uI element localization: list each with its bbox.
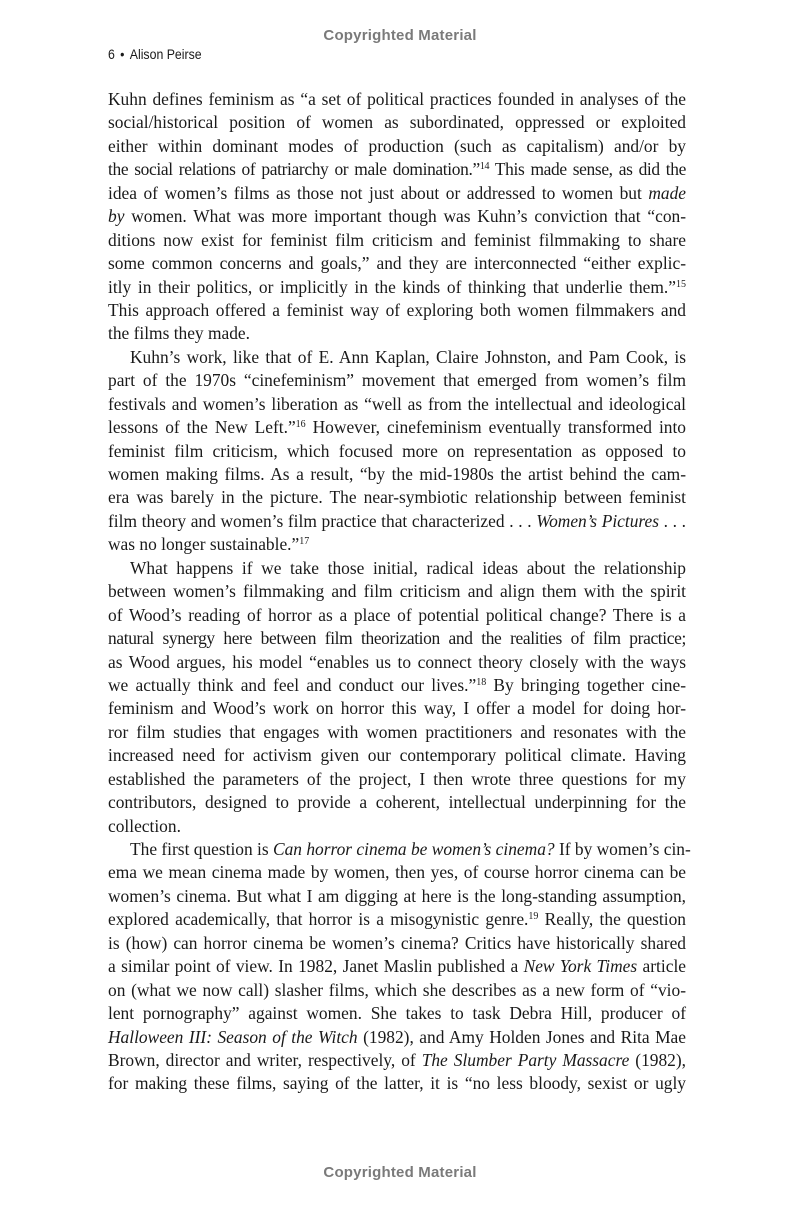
text-line — [108, 463, 686, 486]
text-line — [108, 838, 691, 861]
text-line — [108, 393, 686, 416]
text-run: on (what we now call) slasher films, which she describes as a new form of “vio- — [108, 979, 686, 1000]
text-run: women’s cinema. But what I am digging at here is the long-standing assumption, — [108, 885, 686, 906]
footnote-ref: 17 — [299, 536, 310, 548]
text-run: ema we mean cinema made by women, then yes, of course horror cinema can be — [108, 862, 686, 883]
text-run: part of the 1970s “cinefeminism” movement that emerged from women’s film — [108, 370, 686, 391]
text-run: the social relations of patriarchy or male domination.” — [108, 159, 480, 180]
text-line — [108, 627, 686, 650]
text-run: (1982), and Amy Holden Jones and Rita Mae — [357, 1026, 686, 1047]
text-run: natural synergy here between film theorization and the realities of film practice; — [108, 628, 686, 649]
text-run: contributors, designed to provide a coherent, intellectual underpinning for the — [108, 792, 686, 813]
text-line — [108, 979, 686, 1002]
text-run: Really, the question — [538, 909, 686, 930]
text-line — [108, 1002, 686, 1025]
running-head — [108, 46, 202, 62]
text-line — [108, 651, 686, 674]
text-line — [108, 533, 686, 556]
text-run: for making these films, saying of the latter, it is “no less bloody, sexist or ugly — [108, 1073, 686, 1094]
copyright-watermark-top: Copyrighted Material — [323, 27, 477, 44]
text-run: established the parameters of the project, I then wrote three questions for my — [108, 768, 686, 789]
page-number: 6 — [108, 46, 115, 62]
text-line — [108, 557, 686, 580]
text-run: feminism and Wood’s work on horror this way, I offer a model for doing hor- — [108, 698, 686, 719]
author-name: Alison Peirse — [129, 46, 202, 62]
text-run: By bringing together cine- — [486, 674, 686, 695]
text-line — [108, 674, 686, 697]
footnote-ref: 15 — [676, 278, 686, 290]
text-run: However, cinefeminism eventually transformed into — [305, 417, 686, 438]
text-line — [108, 158, 686, 181]
text-line — [108, 791, 686, 814]
text-run: increased need for activism given our contemporary political climate. Having — [108, 745, 686, 766]
italic-title: Halloween III: Season of the Witch — [108, 1026, 358, 1047]
text-run: itly in their politics, or implicitly in the kinds of thinking that underlie them.” — [108, 276, 676, 297]
text-run: women making films. As a result, “by the mid-1980s the artist behind the cam- — [108, 464, 686, 484]
text-line — [108, 744, 686, 767]
text-run: festivals and women’s liberation as “well as from the intellectual and ideological — [108, 393, 686, 414]
italic-title: by — [108, 206, 125, 227]
paragraph — [108, 557, 686, 838]
text-line — [108, 768, 686, 791]
footnote-ref: 16 — [295, 419, 306, 431]
italic-title: New York Times — [523, 956, 638, 977]
text-run: a similar point of view. In 1982, Janet Maslin published a — [108, 956, 524, 977]
text-run: of Wood’s reading of horror as a place of potential political change? There is a — [108, 604, 686, 625]
text-line — [108, 861, 686, 884]
italic-title: Can horror cinema be women’s cinema? — [272, 839, 555, 859]
text-run: What happens if we take those initial, radical ideas about the relationship — [130, 557, 686, 578]
text-run: explored academically, that horror is a misogynistic genre. — [108, 909, 529, 930]
text-run: The first question is — [130, 839, 273, 859]
bullet-separator: • — [120, 46, 125, 62]
text-line — [108, 88, 686, 111]
text-line — [108, 885, 686, 908]
text-run: was no longer sustainable.” — [108, 534, 300, 555]
text-run: film theory and women’s film practice that characterized . . . — [108, 510, 537, 531]
text-line — [108, 510, 686, 533]
text-run: some common concerns and goals,” and they are interconnected “either explic- — [108, 253, 686, 274]
paragraph — [108, 838, 691, 1096]
paragraph — [108, 346, 686, 557]
text-run: ditions now exist for feminist film criticism and feminist filmmaking to share — [108, 229, 686, 250]
italic-title: The Slumber Party Massacre — [421, 1049, 630, 1070]
text-line — [108, 369, 686, 392]
text-line — [108, 1049, 686, 1072]
text-run: as Wood argues, his model “enables us to connect theory closely with the ways — [108, 651, 686, 672]
text-line — [108, 440, 686, 463]
text-run: idea of women’s films as those not just about or addressed to women but — [108, 182, 649, 203]
text-run: the films they made. — [108, 323, 250, 344]
text-run: collection. — [108, 815, 181, 836]
text-line — [108, 299, 686, 322]
footnote-ref: 18 — [476, 676, 487, 688]
text-run: Brown, director and writer, respectively, of — [108, 1049, 422, 1070]
italic-title: Women’s Pictures — [536, 510, 660, 531]
text-line — [108, 1026, 686, 1049]
text-run: social/historical position of women as subordinated, oppressed or exploited — [108, 112, 686, 133]
text-line — [108, 908, 686, 931]
text-line — [108, 229, 686, 252]
text-run: feminist film criticism, which focused more on representation as opposed to — [108, 440, 686, 461]
text-run: ror film studies that engages with women practitioners and resonates with the — [108, 721, 686, 742]
text-line — [108, 580, 686, 603]
body-text — [108, 88, 691, 1096]
text-line — [108, 955, 686, 978]
italic-title: made — [648, 182, 686, 203]
text-line — [108, 135, 686, 158]
text-line — [108, 205, 686, 228]
paragraph — [108, 88, 686, 346]
text-line — [108, 111, 686, 134]
text-run: article — [637, 956, 686, 977]
text-line — [108, 932, 686, 955]
text-run: (1982), — [629, 1049, 687, 1070]
text-run: This made sense, as did the — [489, 159, 686, 180]
text-run: Kuhn defines feminism as “a set of political practices founded in analyses of the — [108, 89, 686, 109]
copyright-watermark-bottom: Copyrighted Material — [323, 1164, 477, 1181]
text-run: between women’s filmmaking and film criticism and align them with the spirit — [108, 581, 686, 602]
text-line — [108, 486, 686, 509]
text-run: lessons of the New Left.” — [108, 417, 296, 438]
text-run: either within dominant modes of production (such as capitalism) and/or by — [108, 135, 686, 156]
text-line — [108, 604, 686, 627]
text-run: Kuhn’s work, like that of E. Ann Kaplan, Claire Johnston, and Pam Cook, is — [130, 346, 686, 367]
text-line — [108, 721, 686, 744]
text-run: we actually think and feel and conduct our lives.” — [108, 674, 477, 695]
text-line — [108, 346, 686, 369]
text-run: . . . — [659, 510, 686, 531]
text-run: era was barely in the picture. The near-symbiotic relationship between feminist — [108, 487, 686, 508]
text-run: This approach offered a feminist way of exploring both women filmmakers and — [108, 299, 686, 320]
text-run: women. What was more important though was Kuhn’s conviction that “con- — [124, 206, 686, 227]
text-line — [108, 252, 686, 275]
footnote-ref: 19 — [528, 911, 539, 923]
text-line — [108, 182, 686, 205]
text-line — [108, 416, 686, 439]
text-line — [108, 322, 686, 345]
text-run: is (how) can horror cinema be women’s cinema? Critics have historically shared — [108, 932, 686, 953]
footnote-ref: 14 — [479, 161, 490, 173]
text-run: If by women’s cin- — [554, 839, 691, 859]
text-line — [108, 697, 686, 720]
text-line — [108, 815, 686, 838]
text-line — [108, 276, 686, 299]
text-line — [108, 1072, 686, 1095]
text-run: lent pornography” against women. She takes to task Debra Hill, producer of — [108, 1003, 686, 1024]
